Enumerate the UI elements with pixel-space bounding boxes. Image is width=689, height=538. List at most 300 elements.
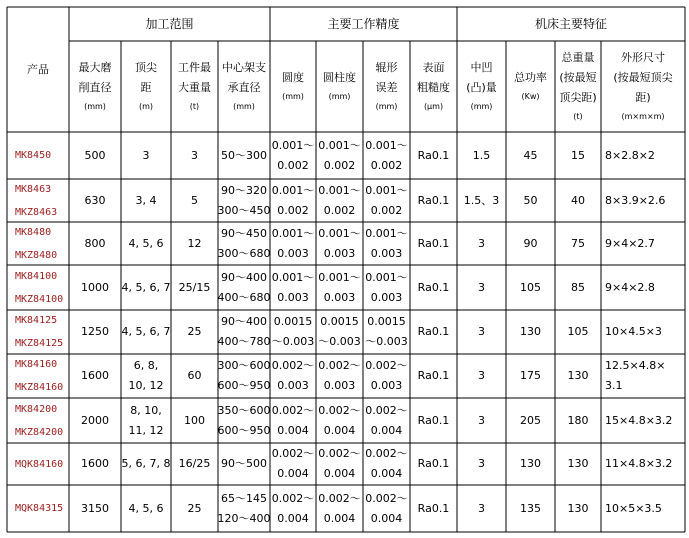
table-cell-line: 100 (184, 413, 205, 427)
table-cell (601, 443, 685, 485)
table-cell (601, 222, 685, 265)
table-cell-line: 130 (567, 501, 589, 515)
table-cell (121, 398, 171, 443)
table-cell-line: Ra0.1 (417, 457, 450, 470)
table-cell-line: 0.004 (323, 423, 356, 437)
product-model (7, 132, 69, 179)
column-header-unit: (mm) (328, 91, 351, 101)
table-cell-line: 15×4.8×3.2 (605, 413, 673, 427)
table-cell-line: 3 (478, 457, 485, 470)
column-header-line: 大重量 (178, 80, 211, 94)
table-cell-line: 3 (478, 413, 485, 427)
column-header-line: 距) (635, 90, 651, 104)
table-cell-line: 90～400 (221, 315, 267, 328)
table-cell-line: 0.001～ (365, 183, 408, 197)
table-cell (457, 132, 506, 179)
table-cell (363, 398, 410, 443)
table-cell (121, 265, 171, 310)
table-cell (601, 398, 685, 443)
table-cell-line: Ra0.1 (417, 280, 450, 294)
product-model-line: MQK84315 (15, 503, 64, 514)
table-cell-line: 130 (520, 325, 541, 338)
table-cell-line: 3 (478, 280, 485, 294)
product-model-line: MKZ84160 (15, 382, 64, 393)
table-cell (270, 398, 316, 443)
product-model-line: MK84200 (15, 403, 58, 415)
table-cell-line: 3 (191, 148, 198, 162)
table-cell (121, 485, 171, 532)
table-cell-line: 0.004 (370, 511, 403, 525)
table-cell-line: Ra0.1 (417, 193, 450, 207)
table-cell-line: 0.004 (370, 467, 403, 480)
table-cell-line: 0.001～ (365, 270, 408, 284)
product-model (7, 222, 69, 265)
table-cell (316, 265, 363, 310)
product-model (7, 310, 69, 354)
table-cell (69, 222, 121, 265)
product-header: 产品 (27, 62, 49, 76)
column-header (506, 41, 555, 132)
table-cell-line: 105 (567, 325, 589, 338)
table-cell-line: 130 (520, 457, 541, 470)
table-cell (601, 485, 685, 532)
table-cell-line: 6, 8, (133, 359, 159, 372)
table-cell (69, 354, 121, 398)
column-header-line: 总功率 (514, 70, 547, 84)
column-header (555, 41, 601, 132)
table-cell-line: 11, 12 (128, 423, 164, 437)
table-cell-line: 0.003 (323, 246, 356, 260)
table-cell-line: 0.002～ (365, 359, 408, 372)
column-header-line: 顶尖距) (559, 90, 597, 104)
table-cell-line: 0.001～ (271, 183, 315, 197)
table-cell-line: 0.002～ (271, 359, 315, 372)
table-cell (555, 222, 601, 265)
table-cell (69, 485, 121, 532)
table-cell (410, 132, 457, 179)
table-cell-line: 10, 12 (128, 379, 164, 392)
table-cell (410, 179, 457, 222)
table-cell-line: 0.001～ (318, 138, 361, 152)
column-header (270, 41, 316, 132)
table-cell-line: 0.003 (370, 246, 403, 260)
table-cell-line: 11×4.8×3.2 (605, 457, 673, 470)
column-header-unit: (mm) (375, 101, 398, 111)
table-cell-line: 10×4.5×3 (605, 325, 662, 338)
column-header-line: 最大磨 (78, 60, 112, 74)
column-header-unit: (mm) (233, 101, 255, 111)
table-cell-line: 25/15 (178, 280, 211, 294)
table-cell (171, 265, 218, 310)
table-cell (363, 222, 410, 265)
table-cell (363, 354, 410, 398)
table-cell-line: 0.004 (277, 467, 309, 480)
table-cell-line: 0.002～ (271, 491, 315, 505)
table-cell-line: 0.004 (370, 423, 403, 437)
table-cell (410, 485, 457, 532)
column-header-line: 削直径 (78, 80, 112, 94)
table-cell (410, 222, 457, 265)
table-cell (410, 310, 457, 354)
table-cell-line: 0.001～ (318, 270, 361, 284)
column-header-line: 顶尖 (135, 60, 157, 74)
column-header-line: (按最短顶尖 (613, 70, 673, 84)
table-cell-line: 0.002～ (365, 403, 408, 417)
table-cell (121, 310, 171, 354)
table-cell-line: 600～950 (218, 379, 270, 392)
table-cell-line: ～0.003 (318, 335, 361, 348)
table-cell-line: 8, 10, (130, 403, 162, 417)
table-cell-line: 9×4×2.7 (605, 236, 655, 250)
table-cell (555, 354, 601, 398)
table-cell (218, 310, 270, 354)
table-cell-line: 45 (523, 148, 538, 162)
table-cell-line: Ra0.1 (417, 413, 450, 427)
product-model-line: MK8463 (15, 183, 52, 195)
table-cell (316, 398, 363, 443)
product-model (7, 179, 69, 222)
table-cell (171, 443, 218, 485)
column-header-line: 误差 (375, 80, 398, 94)
table-cell (457, 443, 506, 485)
table-cell-line: 0.003 (277, 379, 309, 392)
table-cell (506, 443, 555, 485)
table-cell-line: 0.002 (277, 158, 309, 172)
column-header-unit: (t) (573, 111, 583, 121)
table-cell (171, 179, 218, 222)
table-cell-line: 630 (84, 193, 106, 207)
table-cell-line: 65～145 (221, 491, 267, 505)
table-cell-line: 0.002～ (318, 359, 361, 372)
table-cell (601, 265, 685, 310)
table-cell-line: 60 (187, 369, 202, 382)
table-cell (270, 132, 316, 179)
table-cell (171, 398, 218, 443)
table-cell-line: 400～780 (218, 335, 270, 348)
table-cell-line: 12 (187, 236, 202, 250)
table-cell (457, 265, 506, 310)
table-cell-line: Ra0.1 (417, 501, 450, 515)
product-model-line: MKZ84200 (15, 426, 64, 438)
table-cell (363, 132, 410, 179)
table-cell-line: 350～600 (218, 403, 270, 417)
table-cell-line: 15 (571, 148, 585, 162)
table-cell-line: 0.001～ (318, 226, 361, 240)
table-cell (601, 132, 685, 179)
table-cell-line: 600～950 (218, 423, 270, 437)
table-cell-line: 3150 (81, 501, 109, 515)
table-cell-line: 0.004 (323, 467, 356, 480)
table-cell-line: 0.004 (277, 423, 309, 437)
table-cell (171, 310, 218, 354)
table-cell (218, 222, 270, 265)
table-cell (270, 310, 316, 354)
table-cell-line: 1000 (81, 280, 109, 294)
table-cell-line: 90 (523, 236, 538, 250)
table-cell-line: 1600 (81, 457, 109, 470)
table-cell-line: 0.002～ (318, 491, 361, 505)
group-header: 主要工作精度 (327, 17, 400, 31)
column-header-unit: (Kw) (521, 91, 540, 101)
table-cell (270, 265, 316, 310)
table-cell-line: 0.0015 (367, 315, 406, 328)
table-cell-line: 90～500 (221, 457, 267, 470)
table-cell (410, 265, 457, 310)
table-cell-line: 40 (571, 193, 585, 207)
table-cell (270, 179, 316, 222)
table-cell-line: 0.002～ (271, 403, 315, 417)
table-cell-line: 1.5 (472, 148, 491, 162)
column-header-line: 外形尺寸 (621, 50, 665, 64)
table-cell (555, 179, 601, 222)
table-cell (218, 132, 270, 179)
table-cell-line: 300～680 (218, 246, 270, 260)
table-cell (555, 132, 601, 179)
table-cell-line: 0.002 (323, 158, 356, 172)
table-cell-line: 5, 6, 7, 8 (121, 457, 171, 470)
table-cell (601, 310, 685, 354)
table-cell-line: 0.001～ (318, 183, 361, 197)
column-header-line: 工件最 (178, 60, 211, 74)
table-cell (363, 443, 410, 485)
column-header-line: 中凹 (470, 60, 493, 74)
table-cell-line: 800 (84, 236, 106, 250)
table-cell-line: Ra0.1 (417, 369, 450, 382)
column-header-unit: (m) (138, 101, 154, 111)
table-cell-line: 205 (520, 413, 541, 427)
table-cell (457, 222, 506, 265)
table-cell (121, 443, 171, 485)
table-cell-line: 0.002～ (271, 447, 315, 460)
product-model (7, 443, 69, 485)
table-cell (171, 354, 218, 398)
column-header-line: 辊形 (375, 60, 398, 74)
table-cell (218, 485, 270, 532)
table-cell (363, 265, 410, 310)
table-cell (555, 265, 601, 310)
table-cell-line: 0.004 (277, 511, 309, 525)
table-cell (69, 443, 121, 485)
column-header (218, 41, 270, 132)
table-cell-line: 0.002 (323, 203, 356, 217)
table-cell (121, 222, 171, 265)
product-model (7, 485, 69, 532)
table-cell (69, 179, 121, 222)
table-cell-line: 3 (478, 325, 485, 338)
table-cell (363, 485, 410, 532)
table-cell-line: 0.0015 (320, 315, 359, 328)
column-header (69, 41, 121, 132)
column-header-line: 承直径 (227, 80, 261, 94)
column-header (410, 41, 457, 132)
table-cell-line: 105 (520, 280, 541, 294)
table-cell (316, 485, 363, 532)
table-cell-line: 0.002～ (318, 403, 361, 417)
product-model-line: MKZ8480 (15, 249, 58, 261)
table-cell-line: 0.003 (323, 290, 356, 304)
table-cell (218, 443, 270, 485)
table-cell-line: 0.002 (277, 203, 309, 217)
table-cell (555, 310, 601, 354)
table-cell-line: 85 (571, 280, 585, 294)
table-cell (316, 310, 363, 354)
table-cell (506, 485, 555, 532)
table-cell (218, 265, 270, 310)
column-header-unit: (m×m×m) (621, 111, 665, 121)
table-cell-line: ～0.003 (271, 335, 315, 348)
product-model-line: MKZ84125 (15, 338, 64, 349)
table-cell-line: 1600 (81, 369, 109, 382)
table-cell-line: 300～450 (218, 203, 270, 217)
group-header: 机床主要特征 (534, 17, 607, 31)
table-cell-line: 120～400 (218, 511, 270, 525)
column-header-line: 圆柱度 (323, 70, 356, 84)
table-cell-line: 0.003 (370, 379, 403, 392)
table-cell (218, 398, 270, 443)
table-cell-line: 0.002 (370, 158, 403, 172)
table-cell-line: 90～320 (221, 183, 267, 197)
column-header-line: 粗糙度 (417, 80, 450, 94)
column-header-line: 中心架支 (222, 60, 266, 74)
table-cell (270, 222, 316, 265)
group-header: 加工范围 (145, 17, 194, 31)
table-cell-line: 90～400 (221, 270, 267, 284)
table-cell (555, 443, 601, 485)
table-cell (506, 222, 555, 265)
table-cell (171, 132, 218, 179)
table-cell (121, 179, 171, 222)
table-cell-line: 3 (478, 501, 485, 515)
table-cell (555, 485, 601, 532)
table-cell (457, 485, 506, 532)
table-cell-line: 3.1 (605, 379, 623, 392)
column-header-unit: (mm) (470, 101, 493, 111)
table-cell (506, 132, 555, 179)
table-cell-line: 0.002 (370, 203, 403, 217)
table-cell-line: 1250 (81, 325, 109, 338)
table-cell-line: 0.003 (277, 290, 309, 304)
table-cell (316, 354, 363, 398)
table-cell (69, 310, 121, 354)
table-cell-line: 5 (191, 193, 198, 207)
table-cell-line: ～0.003 (365, 335, 408, 348)
table-cell (410, 443, 457, 485)
product-model-line: MKZ84100 (15, 293, 64, 305)
table-cell-line: 0.002～ (365, 491, 408, 505)
column-header-line: (按最短 (559, 70, 597, 84)
column-header-unit: (μm) (423, 101, 444, 111)
table-cell (316, 179, 363, 222)
column-header-unit: (mm) (84, 101, 106, 111)
table-cell (506, 310, 555, 354)
table-cell-line: 175 (520, 369, 541, 382)
table-cell-line: 2000 (81, 413, 109, 427)
table-cell (121, 354, 171, 398)
table-cell (316, 132, 363, 179)
product-model (7, 354, 69, 398)
column-header (316, 41, 363, 132)
table-cell-line: 0.001～ (271, 138, 315, 152)
table-cell (506, 354, 555, 398)
table-cell (218, 354, 270, 398)
table-cell-line: 0.004 (323, 511, 356, 525)
table-cell-line: 0.003 (323, 379, 356, 392)
table-cell (270, 354, 316, 398)
table-cell-line: 3 (142, 148, 150, 162)
table-cell (218, 179, 270, 222)
table-cell-line: 50～300 (221, 148, 267, 162)
table-cell (506, 179, 555, 222)
table-cell (506, 265, 555, 310)
product-model-line: MK84125 (15, 315, 58, 326)
product-model-line: MKZ8463 (15, 206, 58, 218)
table-cell (171, 485, 218, 532)
product-model-line: MK84160 (15, 359, 58, 370)
table-cell-line: 0.001～ (271, 270, 315, 284)
table-cell (457, 398, 506, 443)
column-header-unit: (t) (189, 101, 200, 111)
column-header-line: 距 (140, 80, 152, 94)
product-model-line: MQK84160 (15, 458, 64, 470)
product-model (7, 265, 69, 310)
product-model-line: MK8480 (15, 226, 52, 238)
product-model-line: MK8450 (15, 150, 52, 161)
table-cell (270, 443, 316, 485)
table-cell (69, 398, 121, 443)
column-header-line: 圆度 (282, 70, 304, 84)
table-cell-line: 0.001～ (365, 138, 408, 152)
table-cell-line: 500 (84, 148, 106, 162)
table-cell (316, 443, 363, 485)
table-cell-line: 0.003 (277, 246, 309, 260)
table-cell-line: 400～680 (218, 290, 270, 304)
table-cell (270, 485, 316, 532)
table-cell (121, 132, 171, 179)
table-cell-line: 180 (567, 413, 589, 427)
table-cell (457, 310, 506, 354)
table-cell-line: 12.5×4.8× (605, 359, 666, 372)
table-cell-line: 90～450 (221, 226, 267, 240)
table-cell (601, 354, 685, 398)
table-cell-line: 75 (571, 236, 585, 250)
table-cell-line: 4, 5, 6 (128, 236, 164, 250)
table-cell-line: Ra0.1 (417, 148, 450, 162)
column-header (121, 41, 171, 132)
table-cell (69, 265, 121, 310)
table-cell-line: 25 (187, 501, 202, 515)
product-model (7, 398, 69, 443)
table-cell-line: 0.001～ (271, 226, 315, 240)
table-cell-line: 0.0015 (273, 315, 313, 328)
table-cell-line: 50 (523, 193, 538, 207)
table-cell-line: 0.001～ (365, 226, 408, 240)
column-header (601, 41, 685, 132)
column-header-line: 表面 (422, 60, 445, 74)
table-cell-line: 4, 5, 6, 7 (121, 280, 171, 294)
table-cell-line: 8×2.8×2 (605, 148, 655, 162)
table-cell-line: 300～600 (218, 359, 270, 372)
table-cell (363, 310, 410, 354)
table-cell (457, 354, 506, 398)
table-cell (316, 222, 363, 265)
table-cell-line: 135 (520, 501, 541, 515)
table-cell-line: 0.003 (370, 290, 403, 304)
table-cell-line: 4, 5, 6 (128, 501, 164, 515)
table-cell-line: 10×5×3.5 (605, 501, 662, 515)
table-cell-line: 4, 5, 6, 7 (121, 325, 171, 338)
product-model-line: MK84100 (15, 270, 58, 282)
table-cell-line: Ra0.1 (417, 325, 450, 338)
